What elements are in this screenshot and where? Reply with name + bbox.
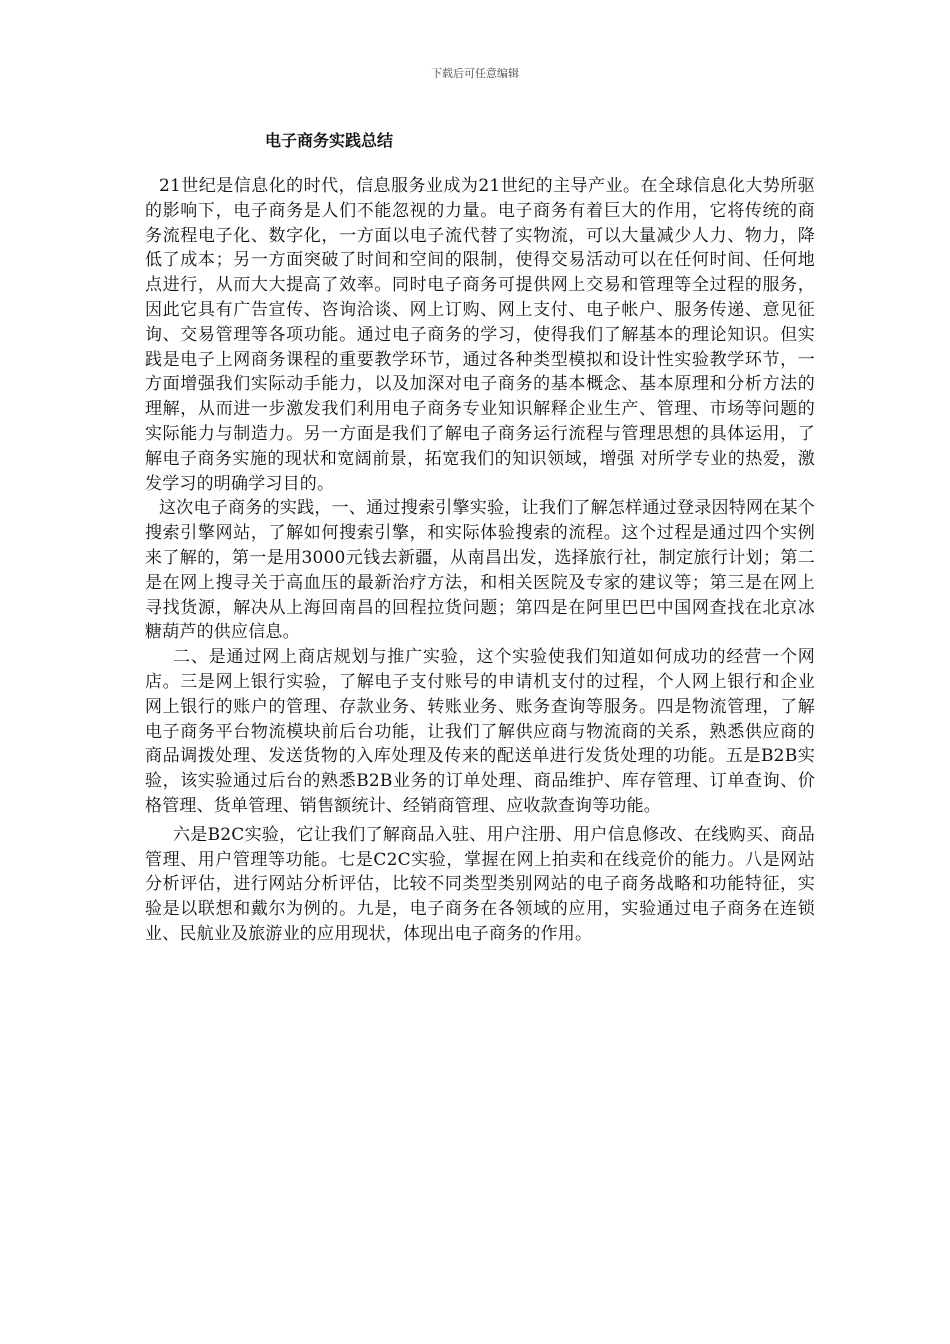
- document-body: [145, 174, 815, 947]
- paragraph-search-engine: 这次电子商务的实践，一、通过搜索引擎实验，让我们了解怎样通过登录因特网在某个搜索引擎网站，了解如何搜索引擎，和实际体验搜索的流程。这个过程是通过四个实例来了解的，第一是用3000元钱去新疆，从南昌出发，选择旅行社，制定旅行计划；第二是在网上搜寻关于高血压的最新治疗方法，和相关医院及专家的建议等；第三是在网上寻找货源，解决从上海回南昌的回程拉货问题；第四是在阿里巴巴中国网查找在北京冰糖葫芦的供应信息。: [145, 498, 815, 643]
- paragraph-experiments: 二、是通过网上商店规划与推广实验，这个实验使我们知道如何成功的经营一个网店。三是网上银行实验，了解电子支付账号的申请机支付的过程，个人网上银行和企业网上银行的账户的管理、存款业务、转账业务、账务查询等服务。四是物流管理，了解电子商务平台物流模块前后台功能，让我们了解供应商与物流商的关系，熟悉供应商的商品调拨处理、发送货物的入库处理及传来的配送单进行发货处理的功能。五是B2B实验，该实验通过后台的熟悉B2B业务的订单处理、商品维护、库存管理、订单查询、价格管理、货单管理、销售额统计、经销商管理、应收款查询等功能。: [145, 647, 815, 816]
- paragraph-b2c-c2c: 六是B2C实验，它让我们了解商品入驻、用户注册、用户信息修改、在线购买、商品管理、用户管理等功能。七是C2C实验，掌握在网上拍卖和在线竞价的能力。八是网站分析评估，进行网站分析评估，比较不同类型类别网站的电子商务战略和功能特征，实验是以联想和戴尔为例的。九是，电子商务在各领域的应用，实验通过电子商务在连锁业、民航业及旅游业的应用现状，体现出电子商务的作用。: [145, 824, 815, 944]
- header-note: 下载后可任意编辑: [431, 67, 519, 80]
- paragraph-intro: 21世纪是信息化的时代，信息服务业成为21世纪的主导产业。在全球信息化大势所驱的影响下，电子商务是人们不能忽视的力量。电子商务有着巨大的作用，它将传统的商务流程电子化、数字化，一方面以电子流代替了实物流，可以大量减少人力、物力，降低了成本；另一方面突破了时间和空间的限制，使得交易活动可以在任何时间、任何地点进行，从而大大提高了效率。同时电子商务可提供网上交易和管理等全过程的服务，因此它具有广告宣传、咨询洽谈、网上订购、网上支付、电子帐户、服务传递、意见征询、交易管理等各项功能。通过电子商务的学习，使得我们了解基本的理论知识。但实践是电子上网商务课程的重要教学环节，通过各种类型模拟和设计性实验教学环节，一方面增强我们实际动手能力，以及加深对电子商务的基本概念、基本原理和分析方法的理解，从而进一步激发我们利用电子商务专业知识解释企业生产、管理、市场等问题的实际能力与制造力。另一方面是我们了解电子商务运行流程与管理思想的具体运用，了解电子商务实施的现状和宽阔前景，拓宽我们的知识领域，增强 对所学专业的热爱，激发学习的明确学习目的。: [145, 176, 815, 494]
- document-title: 电子商务实践总结: [265, 131, 394, 150]
